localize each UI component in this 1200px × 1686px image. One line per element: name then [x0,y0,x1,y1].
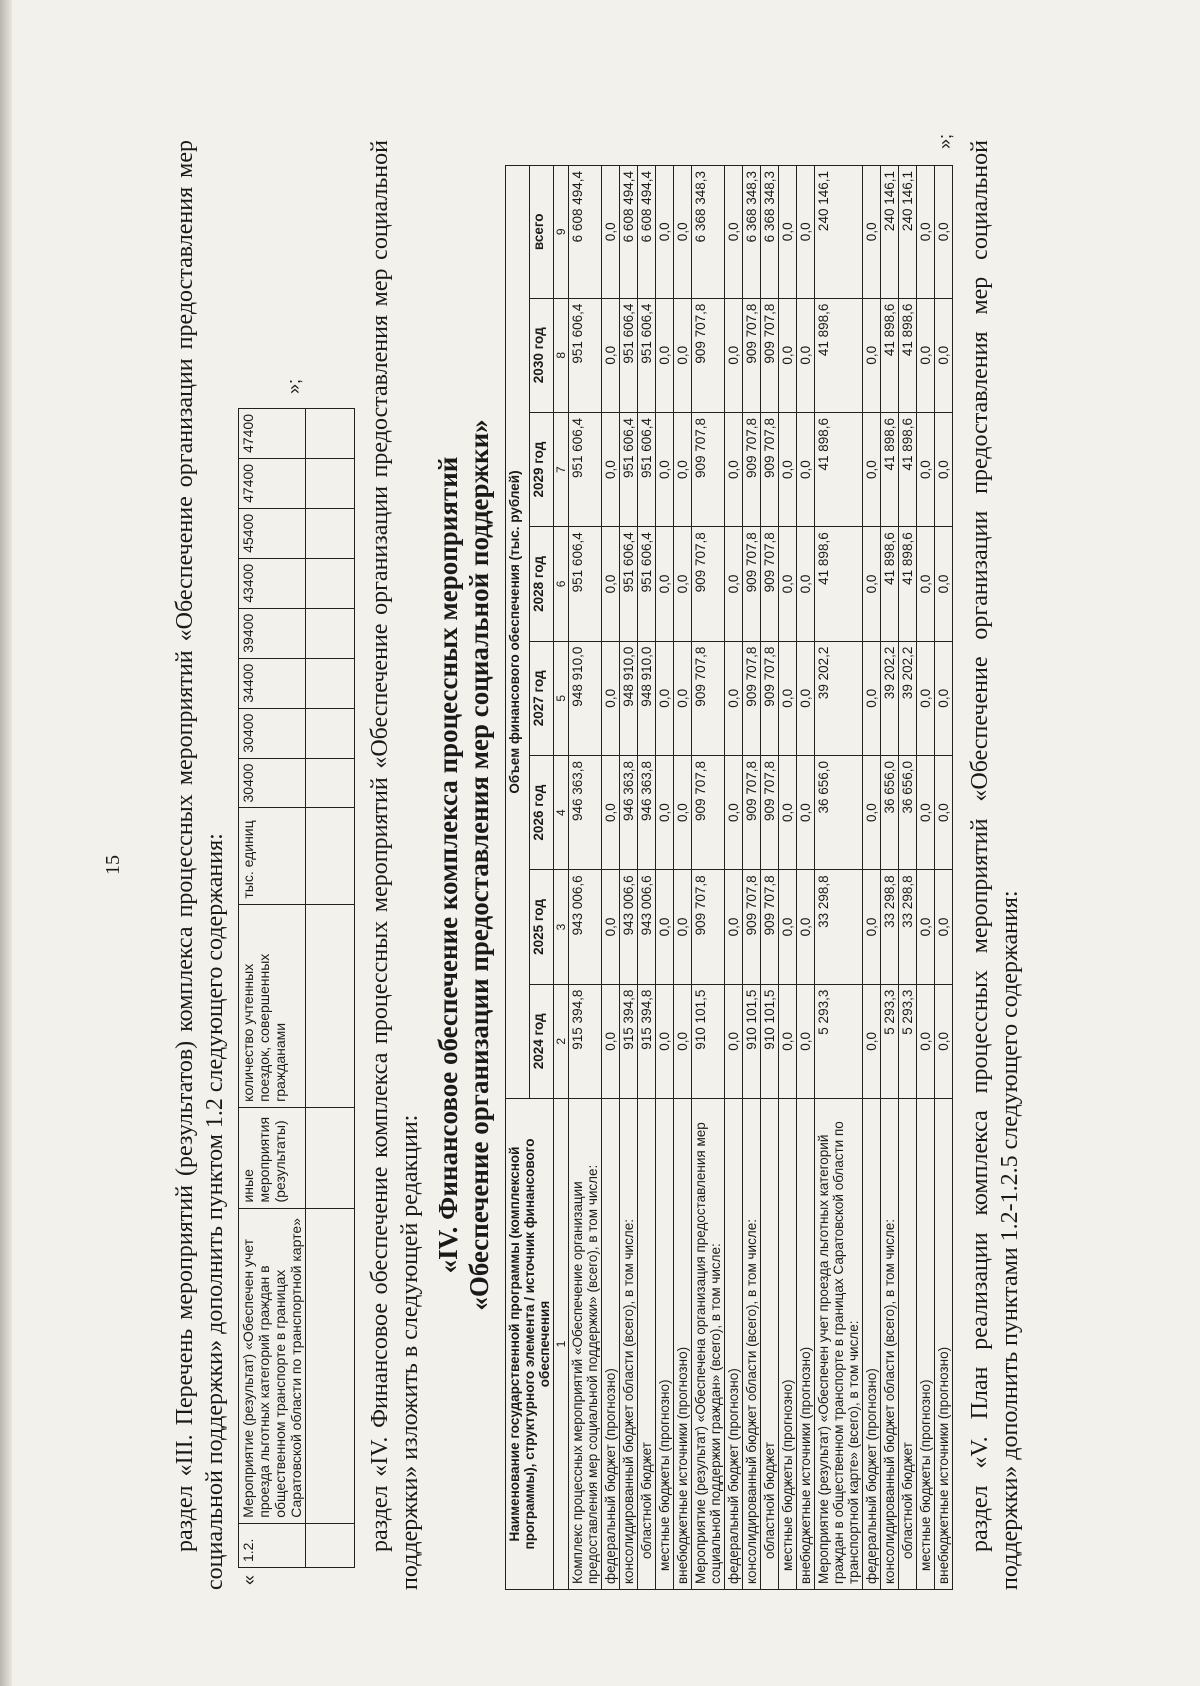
amount-cell: 0,0 [602,755,620,869]
table-row [899,166,917,1590]
amount-cell: 240 146,1 [815,166,863,299]
amount-cell: 0,0 [917,298,935,412]
measure-value: 39400 [239,608,306,658]
column-number: 5 [554,641,569,755]
amount-cell: 0,0 [725,527,743,641]
section4-intro: раздел «IV. Финансовое обеспечение комплекса процессных мероприятий «Обеспечение организации предоставления мер социальной поддержки» изложить в следующей редакции: [367,140,423,1590]
amount-cell: 910 101,5 [743,984,761,1098]
amount-cell: 0,0 [935,298,953,412]
amount-cell: 0,0 [779,298,797,412]
amount-cell: 0,0 [797,166,815,299]
year-header: 2024 год [530,984,554,1098]
row-label: консолидированный бюджет области (всего), в том числе: [881,1099,899,1590]
year-header: 2030 год [530,298,554,412]
amount-cell: 6 368 348,3 [692,166,725,299]
scan-edge [0,0,12,1686]
amount-cell: 0,0 [917,166,935,299]
row-label: Комплекс процессных мероприятий «Обеспечение организации предоставления мер социальной поддержки» (всего), в том числе: [569,1099,602,1590]
amount-cell: 0,0 [656,166,674,299]
table-row [779,166,797,1590]
empty-cell [306,658,355,708]
row-label: внебюджетные источники (прогнозно) [797,1099,815,1590]
year-header: 2028 год [530,527,554,641]
column-number-row [554,166,569,1590]
amount-cell: 0,0 [674,527,692,641]
amount-cell: 5 293,3 [881,984,899,1098]
amount-cell: 0,0 [779,755,797,869]
measure-value: 43400 [239,558,306,608]
amount-cell: 951 606,4 [569,412,602,526]
amount-cell: 240 146,1 [899,166,917,299]
year-header: 2025 год [530,870,554,984]
measure-value: 30400 [239,758,306,808]
open-quote: « [239,1574,259,1585]
measure-unit: тыс. единиц [239,808,306,904]
amount-cell: 0,0 [674,412,692,526]
section3-intro: раздел «III. Перечень мероприятий (результатов) комплекса процессных мероприятий «Обеспечение организации предоставления мер социальной поддержки» дополнить пунктом 1.2 следующего содержания: [172,140,228,1590]
amount-cell: 39 202,2 [881,641,899,755]
amount-cell: 0,0 [797,870,815,984]
empty-cell [306,708,355,758]
amount-cell: 909 707,8 [761,755,779,869]
table-row [306,409,355,1568]
amount-cell: 41 898,6 [881,412,899,526]
measure-type: иные мероприятия (результаты) [239,1107,306,1208]
amount-cell: 0,0 [602,166,620,299]
amount-cell: 0,0 [797,527,815,641]
amount-cell: 951 606,4 [638,527,656,641]
amount-cell: 39 202,2 [815,641,863,755]
amount-cell: 909 707,8 [761,870,779,984]
row-label: внебюджетные источники (прогнозно) [935,1099,953,1590]
amount-cell: 910 101,5 [761,984,779,1098]
name-column-header: Наименование государственной программы (комплексной программы), структурного элемента / источник финансового обеспечения [506,1099,554,1590]
table-row [239,409,306,1568]
amount-cell: 6 608 494,4 [620,166,638,299]
amount-cell: 943 006,6 [620,870,638,984]
amount-cell: 5 293,3 [815,984,863,1098]
year-header: 2029 год [530,412,554,526]
amount-cell: 0,0 [602,298,620,412]
amount-cell: 0,0 [656,527,674,641]
amount-cell: 0,0 [935,527,953,641]
amount-cell: 36 656,0 [881,755,899,869]
heading-line-1: «IV. Финансовое обеспечение комплекса процессных мероприятий [433,456,463,1274]
amount-cell: 948 910,0 [620,641,638,755]
measures-table [238,379,355,1585]
amount-cell: 0,0 [917,755,935,869]
amount-cell: 909 707,8 [743,412,761,526]
row-label: федеральный бюджет (прогнозно) [863,1099,881,1590]
table-row [692,166,725,1590]
amount-cell: 951 606,4 [638,412,656,526]
row-number-cell [239,1523,306,1585]
amount-cell: 0,0 [656,412,674,526]
amount-cell: 41 898,6 [815,527,863,641]
amount-cell: 0,0 [674,755,692,869]
amount-cell: 909 707,8 [761,298,779,412]
amount-cell: 41 898,6 [815,412,863,526]
amount-cell [935,134,955,299]
amount-cell: 951 606,4 [569,527,602,641]
empty-cell [306,904,355,1107]
amount-cell: 0,0 [935,755,953,869]
table-row [725,166,743,1590]
close-quote: »; [284,379,304,395]
amount-cell: 0,0 [779,527,797,641]
amount-cell: 951 606,4 [620,412,638,526]
measure-value-text: 47400 [240,414,256,453]
amount-cell: 39 202,2 [899,641,917,755]
amount-cell: 909 707,8 [743,870,761,984]
table-row [602,166,620,1590]
table-row [881,166,899,1590]
amount-cell: 909 707,8 [761,412,779,526]
table-row [638,166,656,1590]
table-row [863,166,881,1590]
amount-cell: 909 707,8 [692,527,725,641]
section5-intro: раздел «V. План реализации комплекса процессных мероприятий «Обеспечение организации предоставления мер социальной поддержки» дополнить пунктами 1.2-1.2.5 следующего содержания: [967,140,1023,1590]
empty-cell [306,1107,355,1208]
amount-cell: 909 707,8 [692,755,725,869]
amount-cell: 0,0 [797,412,815,526]
amount-cell: 33 298,8 [899,870,917,984]
table-row [656,166,674,1590]
table-row [761,166,779,1590]
amount-cell: 0,0 [725,755,743,869]
amount-cell: 0,0 [935,412,953,526]
measure-value: 34400 [239,658,306,708]
amount-cell: 0,0 [674,870,692,984]
row-label: областной бюджет [638,1099,656,1590]
amount-cell: 0,0 [725,412,743,526]
table-row [743,166,761,1590]
table-row [620,166,638,1590]
empty-cell [306,558,355,608]
page-number: 15 [102,855,124,875]
amount-cell: 946 363,8 [569,755,602,869]
amount-cell: 0,0 [917,412,935,526]
amount-cell: 0,0 [656,755,674,869]
row-label: областной бюджет [761,1099,779,1590]
amount-cell: 946 363,8 [638,755,656,869]
amount-cell: 909 707,8 [692,870,725,984]
amount-cell: 240 146,1 [881,166,899,299]
amount-cell: 0,0 [935,984,953,1098]
amount-cell: 0,0 [779,870,797,984]
amount-cell: 0,0 [656,298,674,412]
amount-cell: 909 707,8 [743,641,761,755]
amount-cell: 0,0 [602,870,620,984]
amount-cell: 0,0 [725,984,743,1098]
empty-cell [306,758,355,808]
measure-value: 30400 [239,708,306,758]
amount-cell: 6 368 348,3 [761,166,779,299]
table-row [935,166,953,1590]
amount-cell: 0,0 [917,527,935,641]
amount-cell: 0,0 [602,527,620,641]
amount-cell: 41 898,6 [881,298,899,412]
column-number: 4 [554,755,569,869]
close-quote: »; [935,134,955,150]
amount-cell: 0,0 [863,298,881,412]
row-label: местные бюджеты (прогнозно) [779,1099,797,1590]
amount-cell: 0,0 [656,870,674,984]
amount-cell: 951 606,4 [620,298,638,412]
amount-cell: 41 898,6 [815,298,863,412]
amount-cell: 915 394,8 [638,984,656,1098]
amount-cell: 0,0 [779,641,797,755]
amount-cell: 0,0 [863,527,881,641]
amount-cell: 6 608 494,4 [569,166,602,299]
amount-cell: 946 363,8 [620,755,638,869]
row-label: местные бюджеты (прогнозно) [656,1099,674,1590]
year-header: всего [530,166,554,299]
column-number: 2 [554,984,569,1098]
amount-cell: 0,0 [656,641,674,755]
amount-cell: 6 368 348,3 [743,166,761,299]
row-label: внебюджетные источники (прогнозно) [674,1099,692,1590]
amount-cell: 943 006,6 [638,870,656,984]
amount-cell: 0,0 [725,870,743,984]
heading-line-2: «Обеспечение организации предоставления мер социальной поддержки» [464,419,494,1311]
column-number: 9 [554,166,569,299]
amount-cell: 0,0 [797,298,815,412]
amount-cell: 0,0 [725,641,743,755]
amount-cell: 41 898,6 [899,527,917,641]
year-header: 2027 год [530,641,554,755]
amount-cell: 909 707,8 [692,412,725,526]
amount-cell: 0,0 [779,166,797,299]
amount-cell: 0,0 [602,641,620,755]
amount-cell: 0,0 [935,641,953,755]
amount-cell: 33 298,8 [881,870,899,984]
amount-cell: 5 293,3 [899,984,917,1098]
row-label: федеральный бюджет (прогнозно) [602,1099,620,1590]
volume-header: Объем финансового обеспечения (тыс. рублей) [506,166,530,1099]
row-label: Мероприятие (результат) «Обеспечен учет проезда льготных категорий граждан в общественном транспорте в границах Саратовской области по транспортной карте» (всего), в том числе: [815,1099,863,1590]
amount-text: 0,0 [936,222,951,242]
column-number: 7 [554,412,569,526]
amount-cell: 0,0 [863,166,881,299]
financing-table [505,134,955,1590]
header-row [506,166,530,1590]
amount-cell: 0,0 [674,298,692,412]
empty-cell [306,1523,355,1567]
amount-cell: 951 606,4 [569,298,602,412]
section4-heading [433,140,495,1590]
amount-cell: 0,0 [797,641,815,755]
amount-cell: 909 707,8 [743,527,761,641]
amount-cell: 951 606,4 [620,527,638,641]
amount-cell: 6 608 494,4 [638,166,656,299]
amount-cell: 0,0 [674,166,692,299]
column-number: 3 [554,870,569,984]
row-label: федеральный бюджет (прогнозно) [725,1099,743,1590]
column-number: 1 [554,1099,569,1590]
measure-value: 47400 [239,458,306,508]
amount-cell: 909 707,8 [761,641,779,755]
amount-cell: 915 394,8 [620,984,638,1098]
amount-cell: 0,0 [602,984,620,1098]
amount-cell: 909 707,8 [692,298,725,412]
row-label: местные бюджеты (прогнозно) [917,1099,935,1590]
amount-cell: 0,0 [725,166,743,299]
amount-cell: 915 394,8 [569,984,602,1098]
table-row [917,166,935,1590]
amount-cell: 0,0 [935,870,953,984]
empty-cell [306,608,355,658]
amount-cell: 909 707,8 [743,298,761,412]
year-header: 2026 год [530,755,554,869]
row-label: консолидированный бюджет области (всего), в том числе: [743,1099,761,1590]
amount-cell: 0,0 [863,984,881,1098]
amount-cell: 0,0 [797,984,815,1098]
amount-cell: 36 656,0 [815,755,863,869]
amount-cell: 0,0 [863,641,881,755]
amount-cell: 33 298,8 [815,870,863,984]
amount-cell: 0,0 [917,870,935,984]
amount-cell: 0,0 [863,412,881,526]
amount-cell: 0,0 [779,984,797,1098]
empty-cell [306,409,355,459]
amount-cell: 0,0 [674,641,692,755]
empty-cell [306,1208,355,1523]
amount-cell: 0,0 [863,870,881,984]
column-number: 6 [554,527,569,641]
table-row [797,166,815,1590]
amount-cell: 41 898,6 [899,298,917,412]
amount-cell: 41 898,6 [899,412,917,526]
measure-value: 45400 [239,508,306,558]
amount-cell: 909 707,8 [692,641,725,755]
document-page [102,134,1070,1590]
amount-cell: 41 898,6 [881,527,899,641]
amount-cell: 0,0 [917,641,935,755]
measure-value [239,379,306,459]
row-number: 1.2. [240,1538,256,1562]
row-label: областной бюджет [899,1099,917,1590]
amount-cell: 910 101,5 [692,984,725,1098]
amount-cell: 948 910,0 [569,641,602,755]
table-row [569,166,602,1590]
amount-cell: 0,0 [779,412,797,526]
amount-cell: 0,0 [725,298,743,412]
amount-cell: 0,0 [797,755,815,869]
measure-name: Мероприятие (результат) «Обеспечен учет проезда льготных категорий граждан в общественном транспорте в границах Саратовской области по транспортной карте» [239,1208,306,1523]
amount-cell: 909 707,8 [761,527,779,641]
amount-cell: 909 707,8 [743,755,761,869]
amount-cell: 948 910,0 [638,641,656,755]
amount-cell: 0,0 [656,984,674,1098]
financing-table-body [569,134,955,1590]
table-row [815,166,863,1590]
amount-cell: 0,0 [602,412,620,526]
measure-indicator: количество учтенных поездок, совершенных гражданами [239,904,306,1107]
empty-cell [306,508,355,558]
amount-cell: 943 006,6 [569,870,602,984]
amount-cell: 0,0 [917,984,935,1098]
amount-cell: 0,0 [674,984,692,1098]
amount-cell: 36 656,0 [899,755,917,869]
row-label: Мероприятие (результат) «Обеспечена организация предоставления мер социальной поддержки граждан» (всего), в том числе: [692,1099,725,1590]
amount-cell: 0,0 [863,755,881,869]
empty-cell [306,808,355,904]
table-row [674,166,692,1590]
column-number: 8 [554,298,569,412]
row-label: консолидированный бюджет области (всего), в том числе: [620,1099,638,1590]
amount-cell: 951 606,4 [638,298,656,412]
empty-cell [306,458,355,508]
